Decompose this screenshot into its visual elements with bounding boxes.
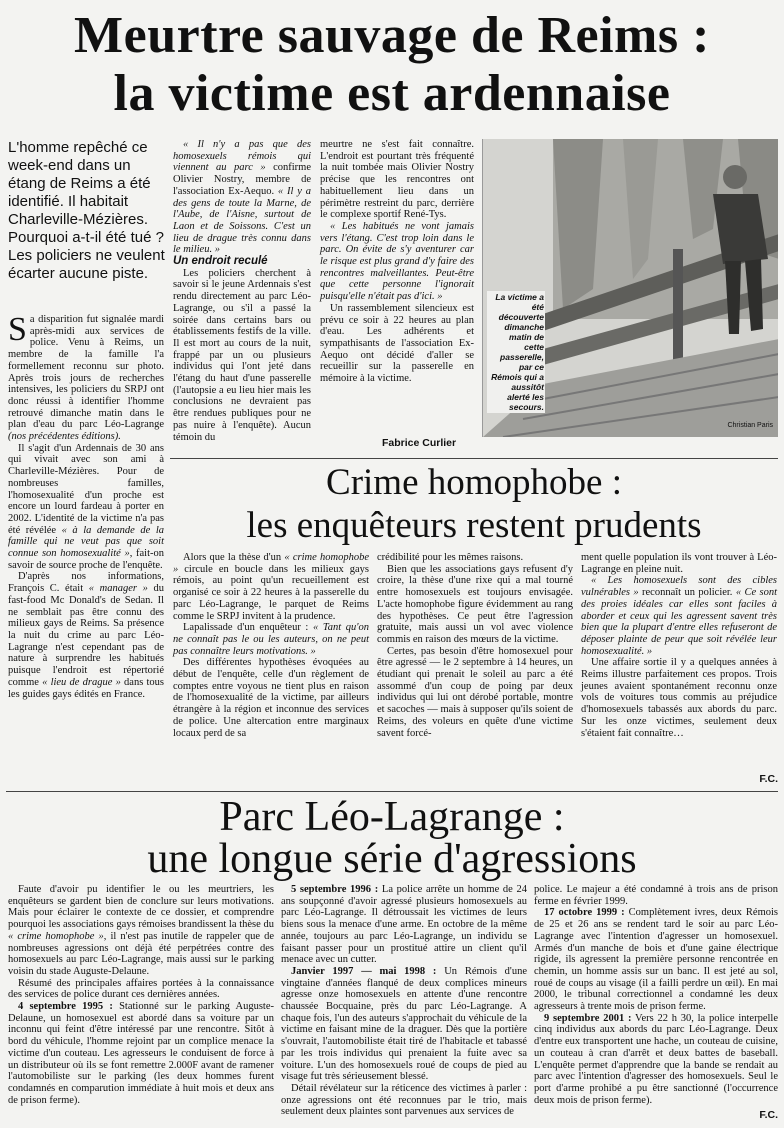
- signature-fabrice-curlier: Fabrice Curlier: [382, 437, 457, 449]
- body-text: Résumé des principales affaires portées à la connaissance des services de police durant ces dernières années.: [8, 977, 274, 1001]
- lead-paragraph: [8, 139, 166, 283]
- lead-text: L'homme repêché ce week-end dans un étang de Reims a été identifié. Il habitait Charleville-Mézières. Pourquoi a-t-il été tué ? Les policiers ne veulent écarter aucune piste.: [8, 139, 165, 282]
- body-text: Une affaire sortie il y a quelques années à Reims illustre parfaitement ces propos. Trois jeunes avaient spontanément reconnu onze vols de voitures tous commis au préjudice d'homosexuels tabassés aux abords du parc. Sur les onze victimes, seulement deux s'étaient fait connaître…: [581, 657, 777, 739]
- body-text: confirme Olivier Nostry, membre de l'association Ex-Aequo.: [173, 162, 311, 197]
- article3-column1: [8, 884, 274, 1106]
- quote-text: « crime homophobe »: [173, 552, 369, 575]
- photo-caption: La victime a été découverte dimanche matin de cette passerelle, par ce Rémois qui a aussitôt alerté les secours.: [487, 291, 545, 413]
- article1-column2: [173, 139, 311, 443]
- date-label: 17 octobre 1999 :: [544, 907, 625, 919]
- body-text: Complètement ivres, deux Rémois de 25 et 26 ans se rendent tard le soir au parc Léo-Lagrange avec l'intention d'agresser un homosexuel. Armés d'un manche de bois et d'une gaine électrique rigide, ils agressent la première personne rencontrée en chemin, un homme assis sur un banc. Il est jeté au sol, roué de coups au visage (il a failli perdre un œil). En mai 2000, le tribunal correctionnel a condamné les deux agresseurs à trente mois de prison ferme.: [534, 907, 779, 1013]
- quote-text: « Tant qu'on ne connaît pas le ou les auteurs, on ne peut pas connaître leurs motivations. »: [173, 622, 369, 657]
- body-text: , il n'est pas inutile de rappeler que de nombreuses agressions ont déjà été perpétrées contre des homosexuels au parc Léo-Lagrange, mais aussi sur le parking voisin du stade Auguste-Delaune.: [8, 930, 275, 977]
- body-text: Vers 22 h 30, la police interpelle cinq individus aux abords du parc Léo-Lagrange. Deux d'entre eux transportent une hache, un couteau de cuisine, un couteau à cran d'arrêt et deux battes de baseball. L'enquête permet d'apprendre que la bande se rendait au parc avec l'intention d'agresser des homosexuels. Seul le port d'arme prohibé a pu être sanctionné (l'occurrence deux mois de prison ferme).: [534, 1012, 778, 1106]
- dropcap-letter: S: [8, 311, 27, 348]
- quote-text: « Il n'y a pas que des homosexuels rémois qui viennent au parc »: [173, 139, 311, 174]
- quote-text: « Ce sont des proies idéales car elles sont faciles à aborder et ceux qui les agressent savent très bien que la plupart d'entre elles refuseront de déposer plainte de peur que soit révélée leur homosexualité. »: [581, 587, 777, 657]
- article3-column3: [534, 884, 778, 1106]
- article1-column3: [320, 139, 474, 385]
- article2-column1: [173, 552, 369, 739]
- date-label: 9 septembre 2001 :: [544, 1012, 632, 1024]
- quote-text: « Les homosexuels sont des cibles vulnérables »: [581, 575, 777, 599]
- headline-article2-line2: les enquêteurs restent prudents: [246, 505, 702, 546]
- article2-column2: [377, 552, 573, 739]
- body-text: ment quelle population ils vont trouver à Léo-Lagrange en pleine nuit.: [581, 552, 777, 575]
- body-text: Faute d'avoir pu identifier le ou les meurtriers, les enquêteurs se gardent bien de conclure sur leurs motivations. Mais pour éclairer le contexte de ce dossier, et comprendre pourquoi les associations gays rémoises brandissent la thèse du: [8, 884, 274, 931]
- divider: [170, 458, 778, 459]
- body-text: Un Rémois d'une vingtaine d'années flanqué de deux complices mineurs agresse onze homosexuels en attente d'une rencontre chaussée Bocquaine, près du parc Léo-Lagrange. A chaque fois, l'un des auteurs s'approchait du véhicule de la victime en faisant mine de la draguer. Dès que la portière s'ouvrait, l'automobiliste était tiré de l'habitacle et tabassé par les trois individus qui prenaient la fuite avec sa voiture. L'un des homosexuels roué de coups de pied au visage fut très sérieusement blessé.: [281, 965, 527, 1083]
- body-text: a disparition fut signalée mardi après-midi aux services de police. Venu à Reims, un membre de la famille l'a formellement reconnu sur photo. Après trois jours de recherches intensives, les policiers du SRPJ ont donc réussi à identifier l'homme retrouvé dimanche matin dans le plan d'eau du parc Léo-Lagrange: [8, 314, 164, 431]
- body-text: reconnaît un policier.: [638, 587, 733, 599]
- quote-text: « manager »: [83, 583, 148, 595]
- headline-article2-line1: Crime homophobe :: [326, 462, 622, 503]
- date-label: 5 septembre 1996 :: [291, 884, 379, 895]
- body-text: circule en boucle dans les milieux gays rémois, au point qu'un recueillement est organisé ce soir à 22 heures à la passerelle du parc Léo-Lagrange, le parquet de Reims comme le SRPJ invitent à la prudence.: [173, 563, 369, 622]
- body-text: dans tous les guides gays édités en France.: [8, 676, 165, 700]
- body-text: D'après nos informations, François C. était: [8, 571, 164, 595]
- body-text: police. Le majeur a été condamné à trois ans de prison ferme en février 1999.: [534, 884, 778, 907]
- quote-text: « à la demande de la famille qui ne veut pas que soit connue son homosexualité »: [8, 524, 164, 560]
- body-text: Lapalissade d'un enquêteur :: [183, 622, 309, 634]
- photo-credit: Christian Paris: [727, 422, 773, 429]
- photo-passerelle: [482, 139, 778, 437]
- body-text: meurtre ne s'est fait connaître. L'endroit est pourtant très fréquenté la nuit tombée mais Olivier Nostry précise que les rencontres ont habituellement lieu dans un périmètre restreint du parc, derrière le complexe sportif René-Tys.: [320, 139, 474, 221]
- body-text: Bien que les associations gays refusent d'y croire, la thèse d'une rixe qui a mal tourné entre homosexuels est toujours envisagée. L'acte homophobe figure évidemment au rang des hypothèses. Ce peut être l'agression gratuite, mais aussi un vol avec violence commis en raison des mœurs de la victime.: [377, 563, 573, 645]
- headline-article1-line1: Meurtre sauvage de Reims :: [74, 7, 710, 64]
- body-text: (nos précédentes éditions).: [8, 431, 121, 443]
- body-text: Certes, pas besoin d'être homosexuel pour être agressé — le 2 septembre à 14 heures, un étudiant qui prenait le soleil au parc a été assommé d'un coup de poing par deux individus qui lui ont dérobé portable, montre et sacoches — mais à supposer qu'ils soient de Reims, des voleurs en quête d'une victime savent forcé-: [377, 645, 573, 739]
- body-text: Il s'agit d'un Ardennais de 30 ans qui vivait avec son ami à Charleville-Mézières. Pour de nombreuses familles, l'homosexualité d'un proche est encore un lourd fardeau à porter en 2002. L'identité de la victime n'a pas été révélée: [8, 442, 164, 536]
- quote-text: « crime homophobe »: [8, 930, 104, 942]
- quote-text: « Les habitués ne vont jamais vers l'étang. C'est trop loin dans le parc. On évite de s'y aventurer car le risque est plus grand d'y faire des rencontres malveillantes. Peut-être que cette personne l'ignorait puisqu'elle n'était pas d'ici. »: [320, 220, 474, 303]
- quote-text: « lieu de drague »: [38, 676, 121, 688]
- article3-column2: [281, 884, 527, 1118]
- body-text: , fait-on savoir de source proche de l'enquête.: [8, 548, 164, 571]
- date-label: Janvier 1997 — mai 1998 :: [291, 965, 437, 977]
- divider: [6, 791, 778, 792]
- date-label: 4 septembre 1995 :: [18, 1001, 113, 1013]
- body-text: Un rassemblement silencieux est prévu ce soir à 22 heures au plan d'eau. Les adhérents et sympathisants de l'association Ex-Aequo ont décidé d'aller se recueillir sur la passerelle en mémoire à la victime.: [320, 302, 474, 385]
- body-text: Les policiers cherchent à savoir si le jeune Ardennais s'est rendu directement au parc Léo-Lagrange, ou s'il a passé la soirée dans certains bars ou établissements festifs de la ville. Il est mort au cours de la nuit, frappé par un ou plusieurs individus qui l'ont jeté dans l'étang du haut d'une passerelle (l'autopsie a eu lieu hier mais les conclusions ne devraient pas être rendues publiques pour ne pas nuire à l'enquête). Aucun témoin du: [173, 267, 311, 443]
- headline-article1-line2: la victime est ardennaise: [113, 65, 671, 122]
- headline-article3-line2: une longue série d'agressions: [147, 836, 637, 882]
- subheading: Un endroit reculé: [173, 255, 268, 268]
- body-text: du fast-food Mc Donald's de Sedan. Il ne semblait pas être connu des milieux gays de Reims. Sa présence la nuit du crime au parc Léo-Lagrange n'est cependant pas de nature à surprendre les habitués puisque l'endroit est répertorié comme: [8, 583, 164, 688]
- body-text: Alors que la thèse d'un: [183, 552, 282, 563]
- article1-column1: [8, 311, 165, 700]
- quote-text: « Il y a des gens de toute la Marne, de l'Aube, de l'Aisne, surtout de Laon et de Soissons. C'est un lieu de drague très connu dans le milieu. »: [173, 185, 311, 256]
- body-text: Des différentes hypothèses évoquées au début de l'enquête, celle d'un règlement de comptes entre voyous ne tient plus en raison de l'homosexualité de la victime, par ailleurs étrangère à la région et inconnue des services de police. Une altercation entre marginaux locaux perd de sa: [173, 657, 369, 739]
- article2-column3: [581, 552, 777, 739]
- body-text: La police arrête un homme de 24 ans soupçonné d'avoir agressé plusieurs homosexuels au parc Léo-Lagrange. Il détroussait les victimes de leurs biens sous la menace d'une arme. En octobre de la même année, toujours au parc Léo-Lagrange, un individu se faisant passer pour un prostitué attire un client qu'il menace avec un cutter.: [281, 884, 527, 966]
- headline-article3-line1: Parc Léo-Lagrange :: [219, 794, 565, 840]
- body-text: crédibilité pour les mêmes raisons.: [377, 552, 524, 563]
- body-text: Stationné sur le parking Auguste-Delaune, un homosexuel est abordé dans sa voiture par un inconnu qui feint d'être intéressé par une rencontre. Sitôt à bord du véhicule, l'homme rejoint par un complice menace la victime d'un couteau. Les agresseurs le conduisent de force à un distributeur où ils se font remettre 2.000F avant de ramener l'automobiliste sur le parking (les deux hommes furent condamnés en comparution immédiate à huit mois et deux ans de prison ferme).: [8, 1001, 274, 1106]
- signature-fc: F.C.: [759, 773, 778, 785]
- signature-fc: F.C.: [759, 1109, 778, 1121]
- body-text: Détail révélateur sur la réticence des victimes à parler : onze agressions ont été reconnues par le trio, mais seulement deux plaintes sont parvenues aux services de: [281, 1082, 527, 1118]
